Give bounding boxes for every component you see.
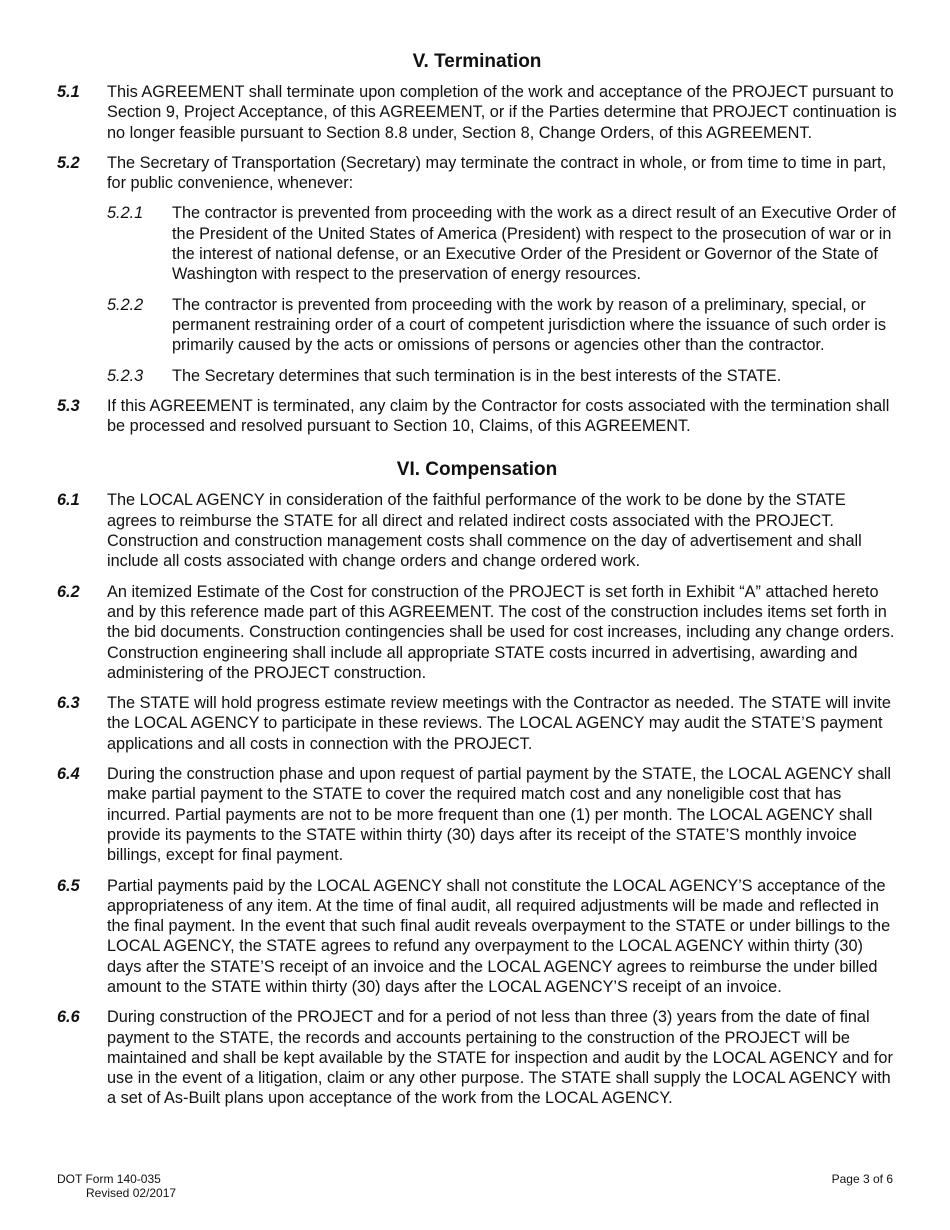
clause-text: The LOCAL AGENCY in consideration of the faithful performance of the work to be done by the STATE agrees to reimburse the STATE for all direct and related indirect costs associated with the PROJECT. Construction and construction management costs shall commence on the day of advertisement and shall include all costs associated with change orders and change ordered work.	[107, 491, 862, 571]
clause-number: 5.3	[57, 396, 80, 415]
subclause-5-2-3	[107, 366, 897, 386]
revision-date: Revised 02/2017	[86, 1186, 177, 1200]
clause-number: 6.5	[57, 876, 80, 895]
clause-number: 6.3	[57, 694, 80, 713]
clause-5-1	[57, 82, 897, 143]
clause-text: If this AGREEMENT is terminated, any claim by the Contractor for costs associated with the termination shall be processed and resolved pursuant to Section 10, Claims, of this AGREEMENT.	[107, 396, 890, 436]
clause-number: 6.1	[57, 491, 80, 510]
clause-text: During the construction phase and upon request of partial payment by the STATE, the LOCAL AGENCY shall make partial payment to the STATE to cover the required match cost and any noneligible cost that has incurred. Partial payments are not to be more frequent than one (1) per month. The LOCAL AGENCY shall provide its payments to the STATE within thirty (30) days after its receipt of the STATE’S monthly invoice billings, except for final payment.	[107, 765, 892, 865]
clause-number: 6.2	[57, 582, 80, 601]
clause-number: 5.1	[57, 83, 80, 101]
form-number: DOT Form 140-035	[57, 1172, 161, 1186]
page-number: Page 3 of 6	[831, 1172, 893, 1186]
subclause-number: 5.2.3	[107, 366, 144, 385]
clause-text: During construction of the PROJECT and for a period of not less than three (3) years from the date of final payment to the STATE, the records and accounts pertaining to the construction of the PROJECT will be maintained and shall be kept available by the STATE for inspection and audit by the LOCAL AGENCY and for use in the event of a litigation, claim or any other purpose. The STATE shall supply the LOCAL AGENCY with a set of As-Built plans upon acceptance of the work from the LOCAL AGENCY.	[107, 1008, 893, 1108]
form-footer	[57, 1172, 176, 1200]
subclause-text: The contractor is prevented from proceeding with the work by reason of a preliminary, special, or permanent restraining order of a court of competent jurisdiction where the issuance of such order is primarily caused by the acts or omissions of persons or agencies other than the contractor.	[172, 295, 887, 355]
clause-text: The STATE will hold progress estimate review meetings with the Contractor as needed. The STATE will invite the LOCAL AGENCY to participate in these reviews. The LOCAL AGENCY may audit the STATE’S payment applications and all costs in connection with the PROJECT.	[107, 694, 891, 753]
subclause-number: 5.2.2	[107, 295, 144, 314]
clause-6-5	[57, 876, 897, 998]
subclause-text: The contractor is prevented from proceeding with the work as a direct result of an Executive Order of the President of the United States of America (President) with respect to the prosecution of war or in the interest of national defense, or an Executive Order of the President or Governor of the State of Washington with respect to the preservation of energy resources.	[172, 204, 896, 284]
clause-6-4	[57, 764, 897, 865]
clause-text: The Secretary of Transportation (Secretary) may terminate the contract in whole, or from time to time in part, for public convenience, whenever:	[107, 153, 887, 193]
clause-6-1	[57, 490, 897, 571]
clause-number: 5.2	[57, 153, 80, 172]
clause-text: Partial payments paid by the LOCAL AGENCY shall not constitute the LOCAL AGENCY’S acceptance of the appropriateness of any item. At the time of final audit, all required adjustments will be made and reflected in the final payment. In the event that such final audit reveals overpayment to the STATE or under billings to the LOCAL AGENCY, the STATE agrees to refund any overpayment to the LOCAL AGENCY within thirty (30) days after the STATE’S receipt of an invoice and the LOCAL AGENCY agrees to reimburse the under billed amount to the STATE within thirty (30) days after the LOCAL AGENCY’S receipt of an invoice.	[107, 876, 891, 996]
clause-6-6	[57, 1007, 897, 1108]
subclause-5-2-2	[107, 295, 897, 356]
clause-number: 6.4	[57, 765, 80, 784]
clause-text: This AGREEMENT shall terminate upon completion of the work and acceptance of the PROJECT pursuant to Section 9, Project Acceptance, of this AGREEMENT, or if the Parties determine that PROJECT continuation is no longer feasible pursuant to Section 8.8 under, Section 8, Change Orders, of this AGREEMENT.	[107, 83, 897, 142]
subclause-text: The Secretary determines that such termination is in the best interests of the STATE.	[172, 366, 782, 385]
clause-text: An itemized Estimate of the Cost for construction of the PROJECT is set forth in Exhibit “A” attached hereto and by this reference made part of this AGREEMENT. The cost of the construction includes items set forth in the bid documents. Construction contingencies shall be used for cost increases, including any change orders. Construction engineering shall include all appropriate STATE costs incurred in advertising, awarding and administering of the PROJECT construction.	[107, 582, 895, 682]
section-heading-compensation: VI. Compensation	[396, 459, 558, 481]
subclause-number: 5.2.1	[107, 204, 144, 223]
clause-5-2	[57, 153, 897, 386]
clause-5-3	[57, 396, 897, 437]
document-body	[57, 50, 897, 1119]
clause-number: 6.6	[57, 1008, 80, 1027]
section-heading-termination: V. Termination	[412, 51, 542, 72]
subclause-5-2-1	[107, 203, 897, 284]
clause-6-3	[57, 693, 897, 754]
clause-6-2	[57, 582, 897, 683]
